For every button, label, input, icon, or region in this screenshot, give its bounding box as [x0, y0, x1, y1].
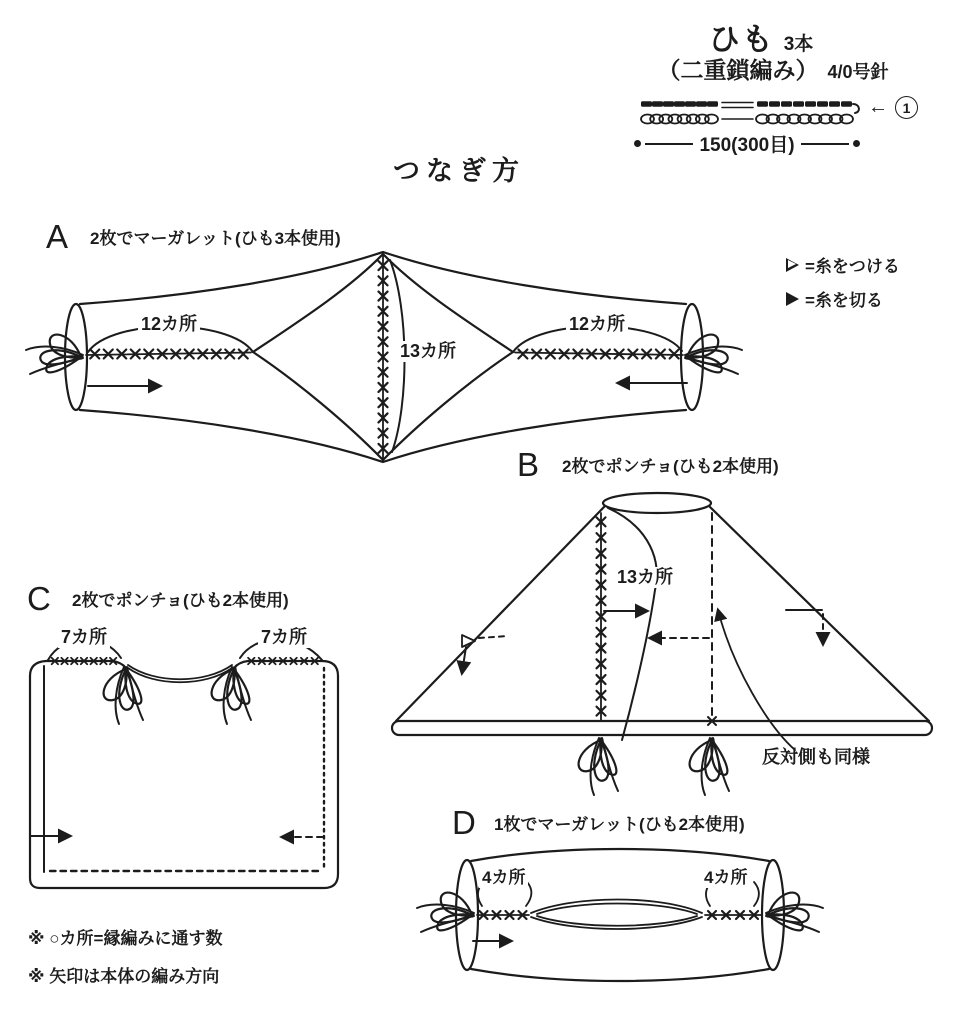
cord-stitch-diagram [641, 101, 859, 123]
footnote-2: ※ 矢印は本体の編み方向 [28, 967, 220, 986]
measure-line-left [645, 143, 693, 145]
bow-tie-a-right [684, 335, 742, 374]
count-label-c-left: 7カ所 [58, 627, 110, 648]
chain-oval-row-left [641, 115, 718, 124]
measure-dot-right [853, 140, 860, 147]
measure-line-right [801, 143, 849, 145]
count-label-a-right: 12カ所 [566, 314, 628, 335]
diagram-d [417, 849, 823, 981]
section-d-letter: D [452, 804, 476, 841]
footnotes [28, 924, 222, 1000]
chain-dash-row-right [757, 101, 852, 107]
note-b-opposite-side: 反対側も同様 [762, 747, 870, 767]
row-marker [868, 96, 918, 119]
leader-curve-b-note [718, 610, 795, 750]
measure-dot-left [634, 140, 641, 147]
cord-title: ひも [708, 22, 775, 57]
chain-oval-row-right [756, 115, 853, 124]
count-label-c-right: 7カ所 [258, 627, 310, 648]
legend-cut-yarn [786, 286, 900, 311]
cord-subheader [608, 52, 938, 85]
diagram-c [30, 639, 338, 888]
section-c-desc: 2枚でポンチョ(ひも2本使用) [72, 591, 289, 610]
section-d-desc: 1枚でマーガレット(ひも2本使用) [494, 815, 745, 834]
section-b-letter: B [517, 446, 540, 483]
hook-size: 4/0号針 [827, 62, 889, 82]
footnote-1: ※ ○カ所=縁編みに通す数 [28, 929, 223, 948]
diagram-a [26, 252, 742, 462]
bow-tie-d-right [765, 893, 823, 932]
count-label-d-left: 4カ所 [479, 868, 528, 888]
symbol-legend [786, 252, 900, 311]
count-label-b-center: 13カ所 [614, 567, 676, 588]
count-label-d-right: 4カ所 [701, 868, 750, 888]
bow-tie-d-left [417, 893, 475, 932]
bow-tie-b-left [579, 737, 618, 795]
page-title: つなぎ方 [393, 156, 525, 186]
filled-triangle-icon [786, 292, 799, 306]
stitch-type: （二重鎖編み） [657, 57, 819, 83]
section-c-letter: C [27, 580, 51, 617]
section-a-letter: A [46, 218, 69, 255]
measurement-row [634, 130, 860, 157]
chain-dash-row-left [641, 101, 718, 107]
measurement-value: 150(300目) [699, 135, 795, 156]
section-a-desc: 2枚でマーガレット(ひも3本使用) [90, 229, 341, 248]
count-label-a-center: 13カ所 [397, 341, 459, 362]
left-arrow-icon: ← [868, 96, 888, 118]
bow-tie-a-left [26, 335, 84, 374]
bow-tie-b-right [690, 737, 729, 795]
cord-count: 3本 [783, 34, 814, 55]
section-b-desc: 2枚でポンチョ(ひも2本使用) [562, 457, 779, 476]
legend-attach-yarn [786, 252, 900, 277]
count-label-a-left: 12カ所 [138, 314, 200, 335]
legend-cut-label: =糸を切る [805, 291, 883, 310]
bow-tie-c-left [104, 666, 143, 724]
legend-attach-label: =糸をつける [805, 257, 900, 276]
open-triangle-icon [786, 258, 799, 272]
row-number-badge: 1 [895, 96, 918, 119]
